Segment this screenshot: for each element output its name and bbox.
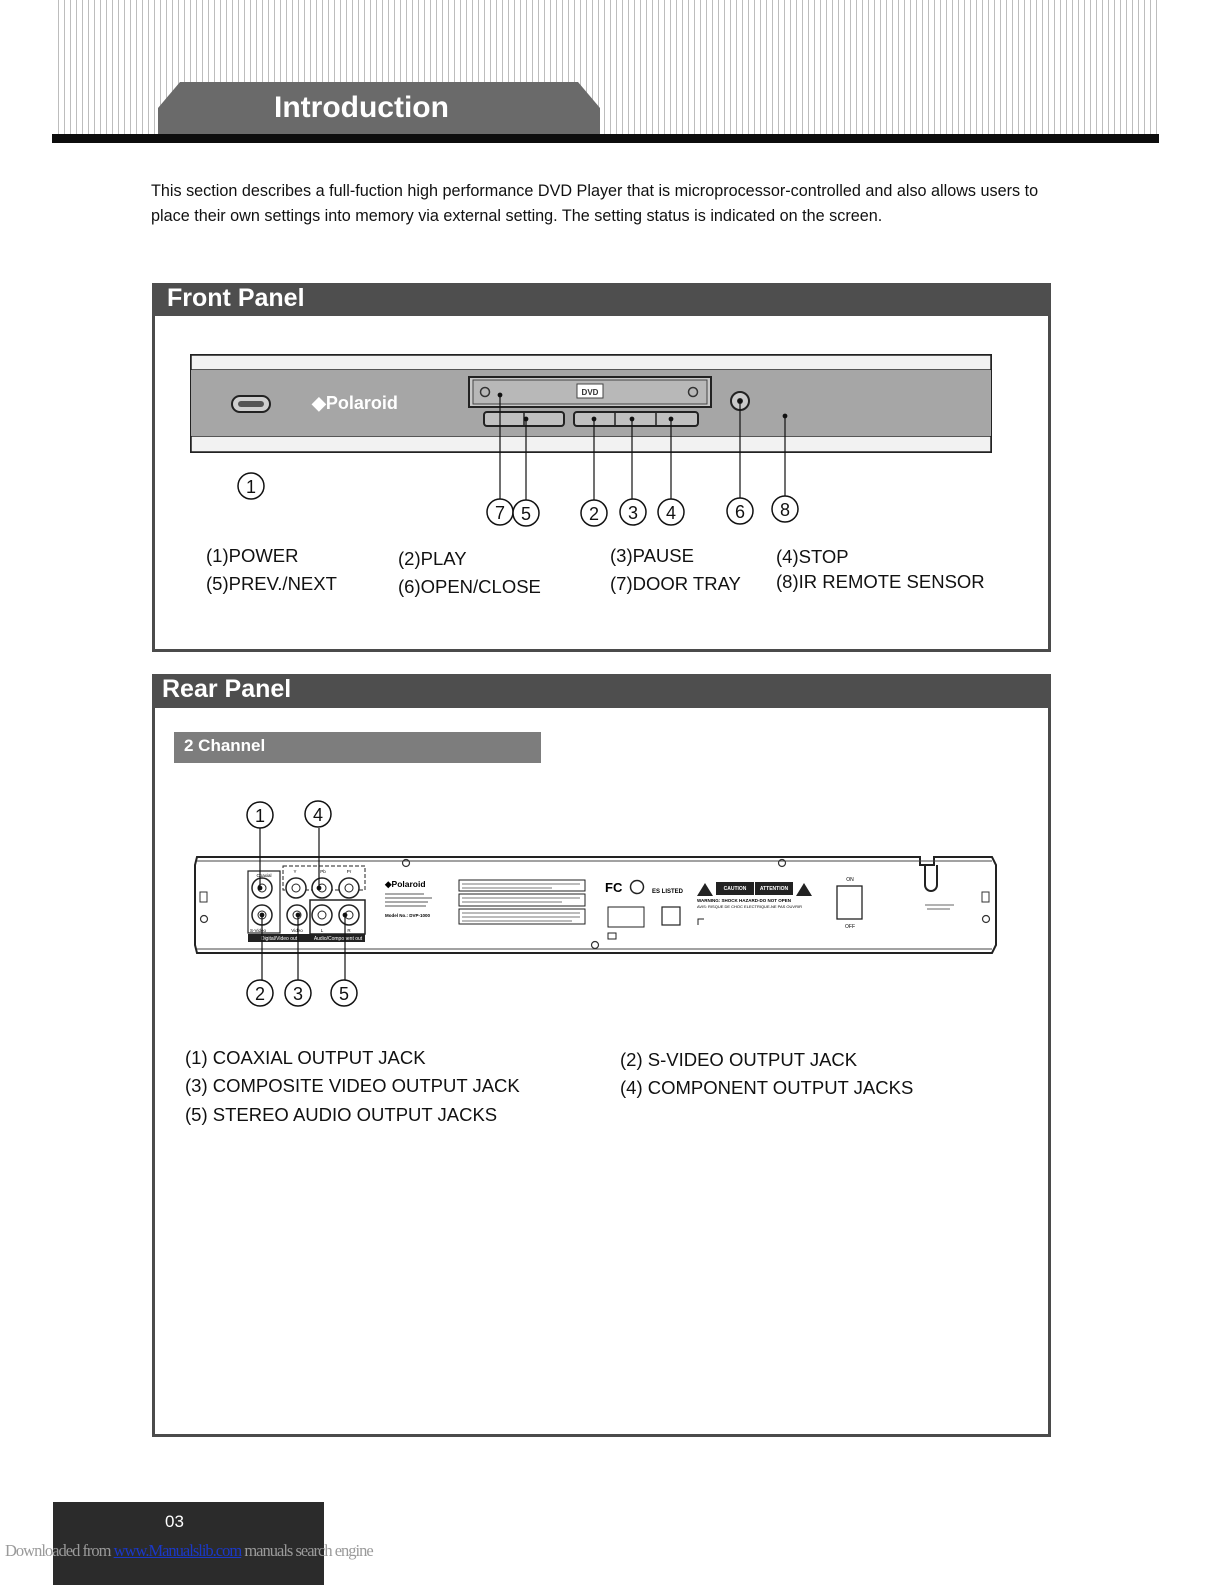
svg-text:◆Polaroid: ◆Polaroid — [385, 879, 426, 889]
svg-text:2: 2 — [588, 504, 600, 524]
callout-3 — [620, 499, 646, 525]
callout-4 — [658, 499, 684, 525]
label-power: (1)POWER — [206, 545, 299, 566]
front-panel-heading: Front Panel — [152, 283, 1051, 316]
svg-text:ATTENTION: ATTENTION — [759, 886, 789, 892]
svg-text:WARNING: SHOCK HAZARD-DO NOT O: WARNING: SHOCK HAZARD-DO NOT OPEN — [697, 898, 791, 903]
download-notice — [5, 1541, 373, 1561]
svg-text:L: L — [320, 928, 324, 933]
svg-text:Coaxial: Coaxial — [256, 873, 272, 878]
svg-text:ON: ON — [846, 877, 854, 883]
callout-5 — [513, 500, 539, 526]
svg-text:ES LISTED: ES LISTED — [652, 889, 684, 895]
svg-text:Model No.: DVP-1000: Model No.: DVP-1000 — [385, 913, 431, 918]
channel-tab: 2 Channel — [174, 732, 541, 763]
label-ir-sensor: (8)IR REMOTE SENSOR — [776, 571, 985, 592]
svg-text:3: 3 — [292, 984, 304, 1004]
svg-text:8: 8 — [779, 500, 791, 520]
label-play: (2)PLAY — [398, 548, 467, 569]
svg-text:Audio/Component out: Audio/Component out — [313, 936, 363, 942]
front-panel-illustration — [188, 352, 994, 532]
label-prev-next: (5)PREV./NEXT — [206, 573, 337, 594]
label-component: (4) COMPONENT OUTPUT JACKS — [620, 1077, 914, 1098]
svg-text:5: 5 — [520, 504, 532, 524]
callout-7 — [487, 499, 513, 525]
polaroid-logo: ◆Polaroid — [312, 393, 398, 413]
rear-callout-4 — [305, 801, 331, 827]
rear-panel-illustration — [192, 795, 1002, 1010]
svg-text:7: 7 — [494, 503, 506, 523]
callout-2 — [581, 500, 607, 526]
rear-callout-2 — [247, 980, 273, 1006]
label-coaxial: (1) COAXIAL OUTPUT JACK — [185, 1047, 426, 1068]
download-prefix: Downloaded from — [5, 1541, 114, 1560]
svg-text:4: 4 — [312, 805, 324, 825]
header-rule — [52, 134, 1159, 143]
svg-text:Video: Video — [291, 928, 303, 933]
label-pause: (3)PAUSE — [610, 545, 694, 566]
svg-text:5: 5 — [338, 984, 350, 1004]
download-suffix: manuals search engine — [241, 1541, 373, 1560]
svg-text:Digital/Video out: Digital/Video out — [260, 936, 298, 942]
manualslib-link[interactable]: www.Manualslib.com — [113, 1541, 242, 1560]
svg-text:Y: Y — [293, 869, 297, 874]
svg-text:S-Video: S-Video — [250, 928, 266, 933]
label-door-tray: (7)DOOR TRAY — [610, 573, 741, 594]
page-title: Introduction — [274, 91, 449, 124]
svg-text:R: R — [347, 928, 351, 933]
rear-callout-1 — [247, 802, 273, 828]
callout-1 — [238, 473, 264, 499]
intro-paragraph: This section describes a full-fuction high performance DVD Player that is microprocessor-controlled and also allows users to place their own settings into memory via external setting. The setting status is indicated on the screen. — [151, 182, 1039, 225]
svg-text:6: 6 — [734, 502, 746, 522]
svg-text:1: 1 — [254, 806, 266, 826]
label-stop: (4)STOP — [776, 546, 849, 567]
svg-text:FC: FC — [605, 880, 623, 895]
label-open-close: (6)OPEN/CLOSE — [398, 576, 541, 597]
svg-text:AVIS: RISQUE DE CHOC ELECTRIQU: AVIS: RISQUE DE CHOC ELECTRIQUE-NE PAS OUVRIR — [697, 904, 802, 909]
rear-callout-5 — [331, 980, 357, 1006]
dvd-logo: DVD — [581, 388, 599, 397]
label-composite-video: (3) COMPOSITE VIDEO OUTPUT JACK — [185, 1075, 520, 1096]
callout-8 — [772, 496, 798, 522]
svg-text:Pr: Pr — [346, 869, 352, 874]
svg-text:1: 1 — [245, 477, 257, 497]
label-s-video: (2) S-VIDEO OUTPUT JACK — [620, 1049, 858, 1070]
callout-6 — [727, 498, 753, 524]
page-number: 03 — [165, 1512, 184, 1531]
svg-text:2: 2 — [254, 984, 266, 1004]
svg-text:CAUTION: CAUTION — [723, 886, 747, 892]
rear-callout-3 — [285, 980, 311, 1006]
label-stereo-audio: (5) STEREO AUDIO OUTPUT JACKS — [185, 1104, 498, 1125]
svg-text:4: 4 — [665, 503, 677, 523]
svg-text:Pb: Pb — [320, 869, 326, 874]
svg-text:3: 3 — [627, 503, 639, 523]
svg-text:OFF: OFF — [845, 924, 855, 930]
rear-panel-heading: Rear Panel — [152, 674, 1051, 708]
